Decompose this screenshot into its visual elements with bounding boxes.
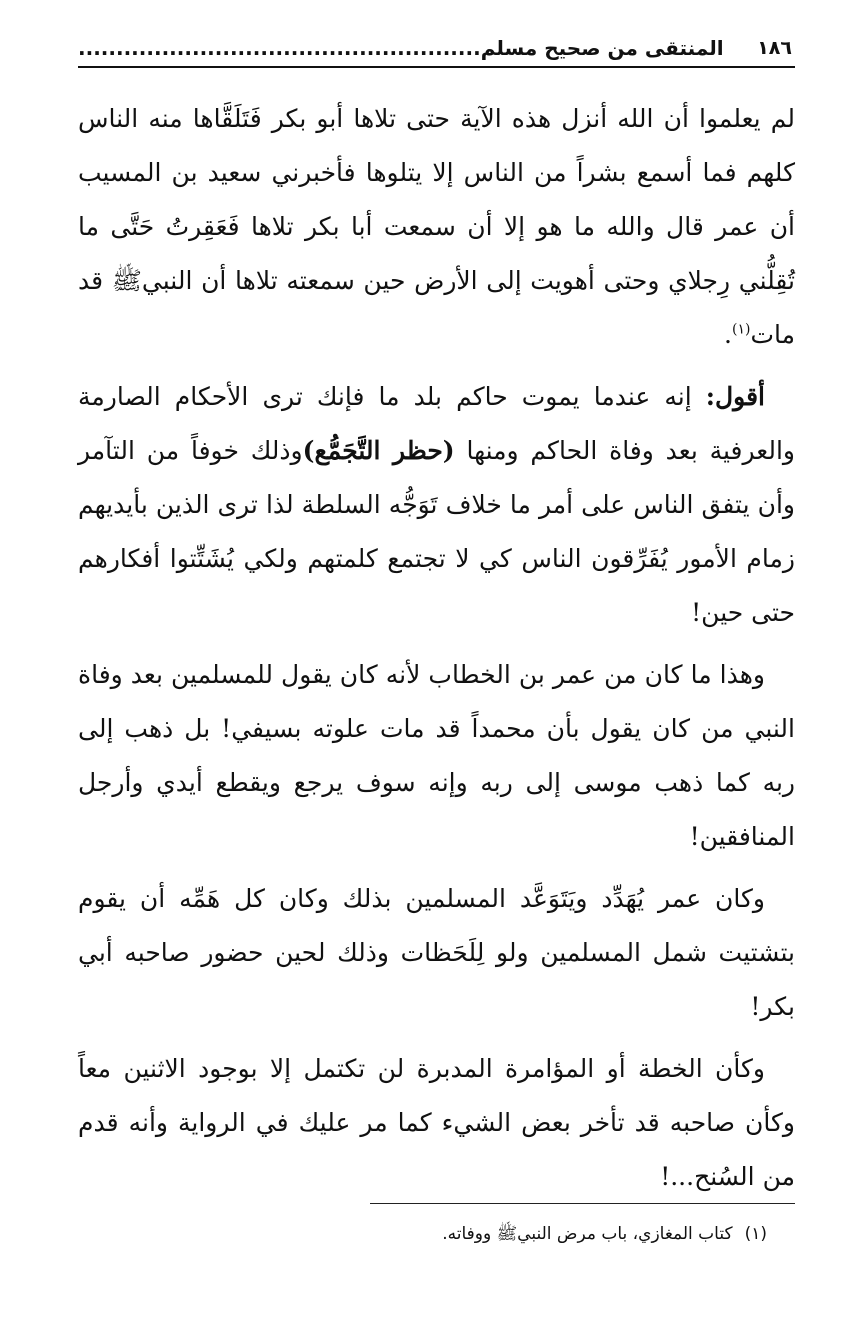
paragraph-2-emphasis: (حظر التَّجَمُّع): [302, 436, 455, 465]
paragraph-3: [78, 648, 795, 864]
paragraph-4: [78, 872, 795, 1034]
running-title: [78, 34, 734, 62]
main-text: [78, 92, 795, 1204]
running-header: [78, 34, 794, 64]
paragraph-2-lead: أقول:: [705, 382, 765, 411]
footnote-marker: (١): [731, 321, 751, 338]
paragraph-2: [78, 370, 795, 640]
footnote-number: (١): [744, 1224, 767, 1244]
paragraph-1-tail: .: [724, 320, 732, 349]
footnote-rule: [370, 1203, 795, 1204]
footnote-text: كتاب المغازي، باب مرض النبيﷺ ووفاته.: [442, 1224, 733, 1244]
leader-dots: .....................................................: [78, 36, 481, 60]
paragraph-2-text-after: وذلك خوفاً من التآمر وأن يتفق الناس على أمر ما خلاف تَوَجُّه السلطة لذا ترى الذين بأيديهم زمام الأمور يُفَرِّقون الناس كي لا تجتمع كلمتهم ولكي يُشَتِّتوا أفكارهم حتى حين!: [78, 436, 795, 627]
page-number: ١٨٦: [757, 37, 792, 59]
running-title-text: المنتقى من صحيح مسلم: [480, 36, 724, 60]
paragraph-4-text: وكان عمر يُهَدِّد ويَتَوَعَّد المسلمين بذلك وكان كل هَمِّه أن يقوم بتشتيت شمل المسلمين ولو لِلَحَظات وذلك لحين حضور صاحبه أبي بكر!: [78, 884, 795, 1021]
paragraph-5-text: وكأن الخطة أو المؤامرة المدبرة لن تكتمل إلا بوجود الاثنين معاً وكأن صاحبه قد تأخر بعض الشيء كما مر عليك في الرواية وأنه قدم من السُنح...!: [78, 1054, 795, 1191]
paragraph-3-text: وهذا ما كان من عمر بن الخطاب لأنه كان يقول للمسلمين بعد وفاة النبي من كان يقول بأن محمداً قد مات علوته بسيفي! بل ذهب إلى ربه كما ذهب موسى إلى ربه وإنه سوف يرجع ويقطع أيدي وأرجل المنافقين!: [78, 660, 795, 851]
header-rule: [78, 66, 795, 68]
paragraph-1: [78, 92, 795, 362]
paragraph-5: [78, 1042, 795, 1204]
footnote-1: [300, 1220, 767, 1248]
paragraph-2-text-before: إنه عندما يموت حاكم بلد ما فإنك ترى الأحكام الصارمة والعرفية بعد وفاة الحاكم ومنها: [78, 382, 796, 465]
paragraph-1-text: لم يعلموا أن الله أنزل هذه الآية حتى تلاها أبو بكر فَتَلَقَّاها منه الناس كلهم فما أسمع بشراً من الناس إلا يتلوها فأخبرني سعيد بن المسيب أن عمر قال والله ما هو إلا أن سمعت أبا بكر تلاها فَعَقِرتُ حَتَّى ما تُقِلُّني رِجلاي وحتى أهويت إلى الأرض حين سمعته تلاها أن النبيﷺ قد مات: [78, 104, 795, 349]
